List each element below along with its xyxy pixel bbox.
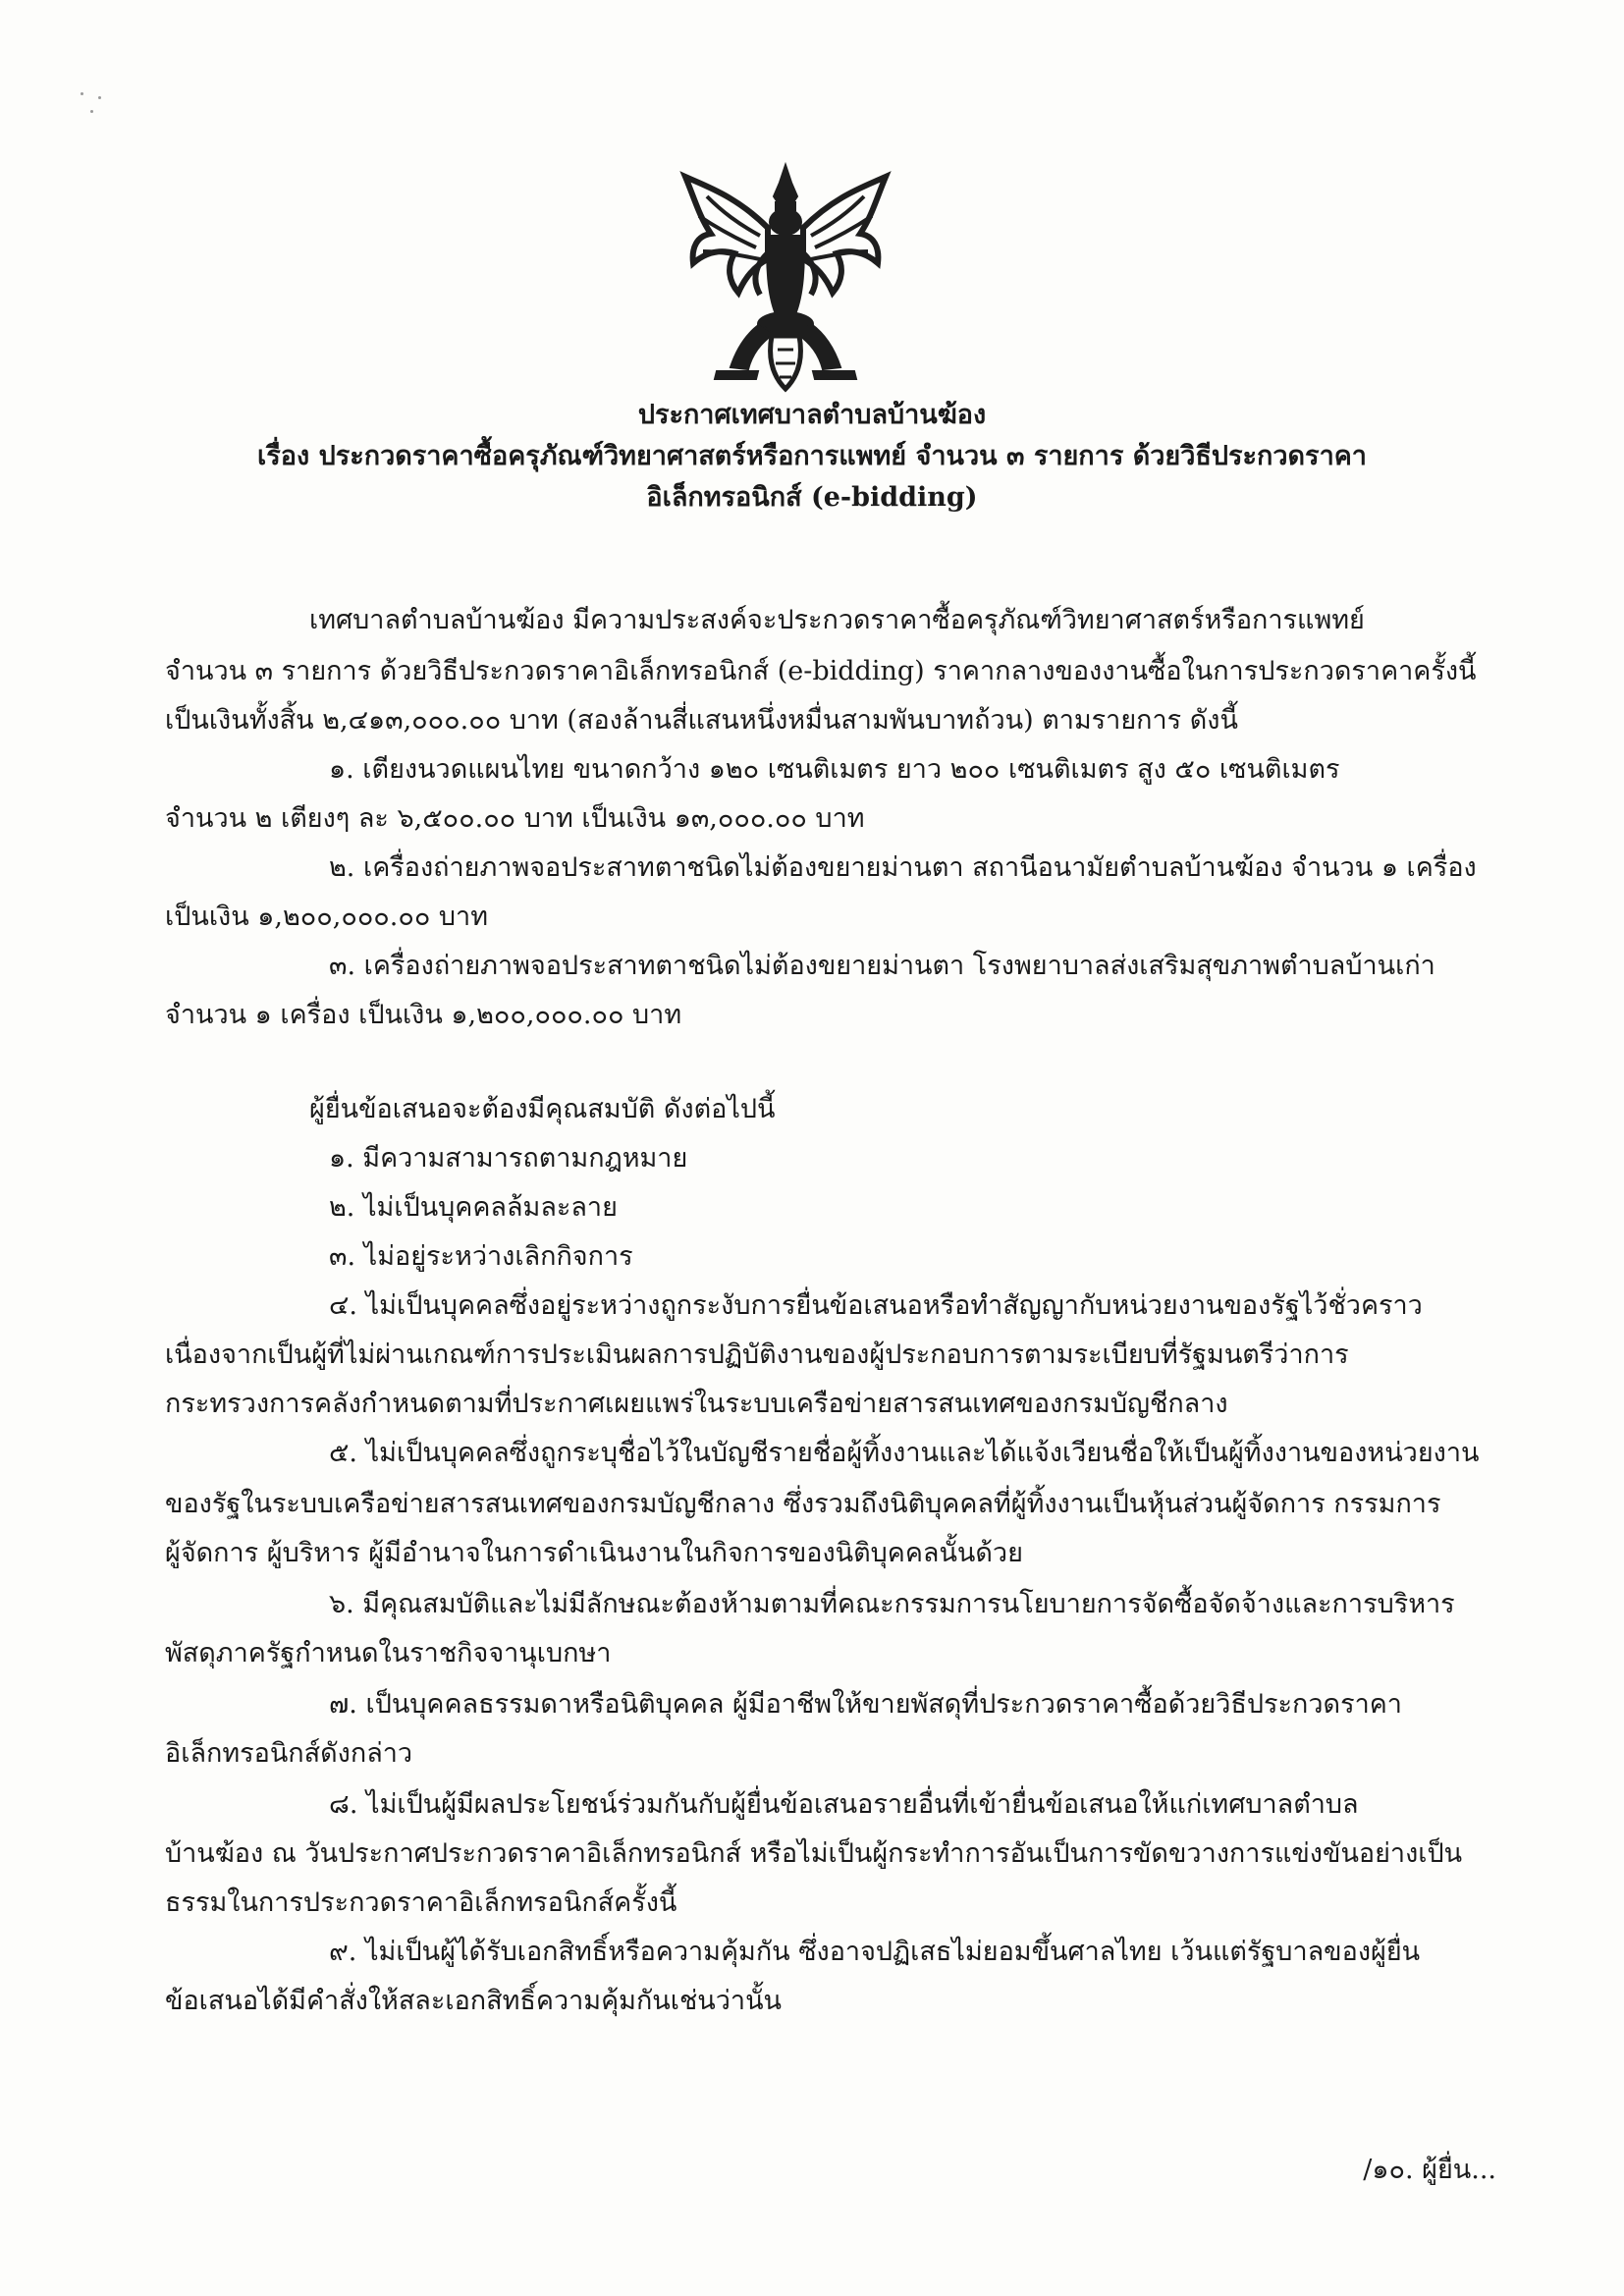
qualification-line: ๓. ไม่อยู่ระหว่างเลิกกิจการ — [329, 1241, 633, 1272]
item-line: ๓. เครื่องถ่ายภาพจอประสาทตาชนิดไม่ต้องขยายม่านตา โรงพยาบาลส่งเสริมสุขภาพตำบลบ้านเก่า — [329, 951, 1435, 981]
announcement-subject-line-2: อิเล็กทรอนิกส์ (e-bidding) — [646, 482, 978, 513]
qualification-line: เนื่องจากเป็นผู้ที่ไม่ผ่านเกณฑ์การประเมินผลการปฏิบัติงานของผู้ประกอบการตามระเบียบที่รัฐมนตรีว่าการ — [165, 1339, 1349, 1370]
qualification-line: ๖. มีคุณสมบัติและไม่มีลักษณะต้องห้ามตามที่คณะกรรมการนโยบายการจัดซื้อจัดจ้างและการบริหาร — [329, 1589, 1455, 1619]
announcement-org: ประกาศเทศบาลตำบลบ้านฆ้อง — [637, 400, 987, 430]
scan-speck — [81, 92, 83, 95]
qualification-line: ๕. ไม่เป็นบุคคลซึ่งถูกระบุชื่อไว้ในบัญชีรายชื่อผู้ทิ้งงานและได้แจ้งเวียนชื่อให้เป็นผู้ทิ้งงานของหน่วยงาน — [329, 1438, 1480, 1468]
qualification-line: ๒. ไม่เป็นบุคคลล้มละลาย — [329, 1192, 618, 1223]
qualification-line: กระทรวงการคลังกำหนดตามที่ประกาศเผยแพร่ในระบบเครือข่ายสารสนเทศของกรมบัญชีกลาง — [165, 1389, 1228, 1419]
qualification-line: ธรรมในการประกวดราคาอิเล็กทรอนิกส์ครั้งนี้ — [165, 1887, 677, 1918]
qualification-line: ๘. ไม่เป็นผู้มีผลประโยชน์ร่วมกันกับผู้ยื่นข้อเสนอรายอื่นที่เข้ายื่นข้อเสนอให้แก่เทศบาลตำบล — [329, 1789, 1359, 1820]
qualification-line: ๙. ไม่เป็นผู้ได้รับเอกสิทธิ์หรือความคุ้มกัน ซึ่งอาจปฏิเสธไม่ยอมขึ้นศาลไทย เว้นแต่รัฐบาลของผู้ยื่น — [329, 1937, 1421, 1967]
qualification-title: ผู้ยื่นข้อเสนอจะต้องมีคุณสมบัติ ดังต่อไปนี้ — [309, 1094, 776, 1124]
qualification-line: พัสดุภาครัฐกำหนดในราชกิจจานุเบกษา — [165, 1638, 612, 1668]
intro-line: เทศบาลตำบลบ้านฆ้อง มีความประสงค์จะประกวดราคาซื้อครุภัณฑ์วิทยาศาสตร์หรือการแพทย์ — [309, 605, 1365, 635]
announcement-subject-line-1: เรื่อง ประกวดราคาซื้อครุภัณฑ์วิทยาศาสตร์หรือการแพทย์ จำนวน ๓ รายการ ด้วยวิธีประกวดราคา — [257, 441, 1367, 471]
item-line: ๒. เครื่องถ่ายภาพจอประสาทตาชนิดไม่ต้องขยายม่านตา สถานีอนามัยตำบลบ้านฆ้อง จำนวน ๑ เครื่อง — [329, 852, 1477, 883]
intro-line: จำนวน ๓ รายการ ด้วยวิธีประกวดราคาอิเล็กทรอนิกส์ (e-bidding) ราคากลางของงานซื้อในการประกวดราคาครั้งนี้ — [165, 656, 1477, 686]
qualification-line: ของรัฐในระบบเครือข่ายสารสนเทศของกรมบัญชีกลาง ซึ่งรวมถึงนิติบุคคลที่ผู้ทิ้งงานเป็นหุ้นส่วนผู้จัดการ กรรมการ — [165, 1489, 1441, 1519]
intro-line: เป็นเงินทั้งสิ้น ๒,๔๑๓,๐๐๐.๐๐ บาท (สองล้านสี่แสนหนึ่งหมื่นสามพันบาทถ้วน) ตามรายการ ดังนี้ — [165, 705, 1238, 736]
item-line: ๑. เตียงนวดแผนไทย ขนาดกว้าง ๑๒๐ เซนติเมตร ยาว ๒๐๐ เซนติเมตร สูง ๕๐ เซนติเมตร — [329, 754, 1340, 785]
item-line: จำนวน ๑ เครื่อง เป็นเงิน ๑,๒๐๐,๐๐๐.๐๐ บาท — [165, 1000, 682, 1030]
qualification-line: อิเล็กทรอนิกส์ดังกล่าว — [165, 1738, 413, 1769]
qualification-line: ผู้จัดการ ผู้บริหาร ผู้มีอำนาจในการดำเนินงานในกิจการของนิติบุคคลนั้นด้วย — [165, 1538, 1023, 1568]
qualification-line: ๗. เป็นบุคคลธรรมดาหรือนิติบุคคล ผู้มีอาชีพให้ขายพัสดุที่ประกวดราคาซื้อด้วยวิธีประกวดราคา — [329, 1689, 1402, 1720]
scan-speck — [98, 96, 101, 99]
qualification-line: บ้านฆ้อง ณ วันประกาศประกวดราคาอิเล็กทรอนิกส์ หรือไม่เป็นผู้กระทำการอันเป็นการขัดขวางการแข่งขันอย่างเป็น — [165, 1838, 1463, 1869]
qualification-line: ๑. มีความสามารถตามกฎหมาย — [329, 1143, 688, 1174]
qualification-line: ๔. ไม่เป็นบุคคลซึ่งอยู่ระหว่างถูกระงับการยื่นข้อเสนอหรือทำสัญญากับหน่วยงานของรัฐไว้ชั่วคราว — [329, 1290, 1423, 1321]
qualification-line: ข้อเสนอได้มีคำสั่งให้สละเอกสิทธิ์ความคุ้มกันเช่นว่านั้น — [165, 1986, 783, 2016]
item-line: เป็นเงิน ๑,๒๐๐,๐๐๐.๐๐ บาท — [165, 902, 488, 932]
scan-speck — [90, 110, 93, 113]
item-line: จำนวน ๒ เตียงๆ ละ ๖,๕๐๐.๐๐ บาท เป็นเงิน ๑๓,๐๐๐.๐๐ บาท — [165, 803, 865, 834]
page-continuation: /๑๐. ผู้ยื่น... — [1363, 2155, 1496, 2185]
garuda-emblem-icon — [677, 157, 893, 393]
